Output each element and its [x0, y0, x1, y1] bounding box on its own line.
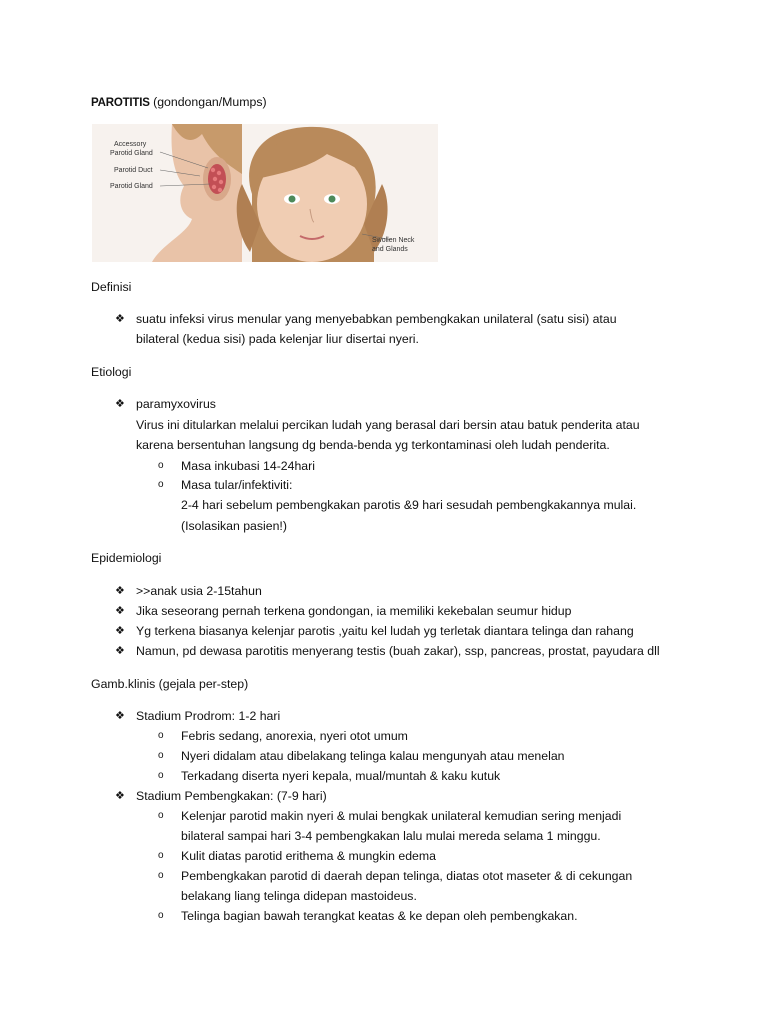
sub-bullet-icon: o [158, 910, 164, 921]
bullet-icon: ❖ [115, 605, 125, 617]
etiologi-para-2: karena bersentuhan langsung dg benda-benda yg terkontaminasi oleh ludah penderita. [136, 438, 610, 452]
klinis-stage-1-sub-3: Terkadang diserta nyeri kepala, mual/muntah & kaku kutuk [181, 769, 501, 783]
klinis-stage-2-sub-1-line-1: Kelenjar parotid makin nyeri & mulai bengkak unilateral kemudian sering menjadi [181, 809, 622, 823]
bullet-icon: ❖ [115, 313, 125, 325]
figure-label-parotid-gland-1: Parotid Gland [110, 150, 153, 157]
etiologi-sub-2-line-2: (Isolasikan pasien!) [181, 519, 287, 533]
heading-etiologi: Etiologi [91, 365, 132, 379]
etiologi-bullet: paramyxovirus [136, 397, 216, 411]
sub-bullet-icon: o [158, 770, 164, 781]
sub-bullet-icon: o [158, 850, 164, 861]
figure-label-swollen-neck: Swollen Neck [372, 237, 415, 244]
bullet-icon: ❖ [115, 585, 125, 597]
bullet-icon: ❖ [115, 710, 125, 722]
sub-bullet-icon: o [158, 460, 164, 471]
klinis-stage-2: Stadium Pembengkakan: (7-9 hari) [136, 789, 327, 803]
epidemiologi-bullet-2: Jika seseorang pernah terkena gondongan, ia memiliki kekebalan seumur hidup [136, 604, 572, 618]
sub-bullet-icon: o [158, 870, 164, 881]
sub-bullet-icon: o [158, 479, 164, 490]
klinis-stage-1-sub-2: Nyeri didalam atau dibelakang telinga kalau mengunyah atau menelan [181, 749, 565, 763]
klinis-stage-2-sub-4: Telinga bagian bawah terangkat keatas & ke depan oleh pembengkakan. [181, 909, 578, 923]
heading-klinis: Gamb.klinis (gejala per-step) [91, 677, 249, 691]
heading-definisi: Definisi [91, 280, 132, 294]
heading-epidemiologi: Epidemiologi [91, 551, 162, 565]
definisi-line-2: bilateral (kedua sisi) pada kelenjar liur disertai nyeri. [136, 332, 419, 346]
etiologi-sub-1: Masa inkubasi 14-24hari [181, 459, 315, 473]
klinis-stage-1: Stadium Prodrom: 1-2 hari [136, 709, 281, 723]
sub-bullet-icon: o [158, 730, 164, 741]
bullet-icon: ❖ [115, 398, 125, 410]
klinis-stage-1-sub-1: Febris sedang, anorexia, nyeri otot umum [181, 729, 408, 743]
epidemiologi-bullet-3: Yg terkena biasanya kelenjar parotis ,yaitu kel ludah yg terletak diantara telinga dan rahang [136, 624, 634, 638]
klinis-stage-2-sub-1-line-2: bilateral sampai hari 3-4 pembengkakan lalu mulai mereda selama 1 minggu. [181, 829, 601, 843]
title-sub: (gondongan/Mumps) [149, 95, 267, 109]
sub-bullet-icon: o [158, 810, 164, 821]
klinis-stage-2-sub-2: Kulit diatas parotid erithema & mungkin edema [181, 849, 436, 863]
bullet-icon: ❖ [115, 625, 125, 637]
parotitis-illustration [92, 124, 438, 262]
etiologi-sub-2: Masa tular/infektiviti: [181, 478, 293, 492]
definisi-line-1: suatu infeksi virus menular yang menyebabkan pembengkakan unilateral (satu sisi) atau [136, 312, 617, 326]
klinis-stage-2-sub-3-line-1: Pembengkakan parotid di daerah depan telinga, diatas otot maseter & di cekungan [181, 869, 633, 883]
figure-label-and-glands: and Glands [372, 246, 408, 253]
document-title [91, 94, 267, 111]
bullet-icon: ❖ [115, 790, 125, 802]
klinis-stage-2-sub-3-line-2: belakang liang telinga didepan mastoideus. [181, 889, 417, 903]
epidemiologi-bullet-4: Namun, pd dewasa parotitis menyerang testis (buah zakar), ssp, pancreas, prostat, payudara dll [136, 644, 660, 658]
sub-bullet-icon: o [158, 750, 164, 761]
title-main: PAROTITIS [91, 97, 150, 109]
etiologi-para-1: Virus ini ditularkan melalui percikan ludah yang berasal dari bersin atau batuk penderita atau [136, 418, 640, 432]
figure-label-parotid-duct: Parotid Duct [114, 167, 153, 174]
etiologi-sub-2-line-1: 2-4 hari sebelum pembengkakan parotis &9 hari sesudah pembengkakannya mulai. [181, 498, 637, 512]
figure-label-accessory: Accessory [114, 141, 147, 148]
bullet-icon: ❖ [115, 645, 125, 657]
epidemiologi-bullet-1: >>anak usia 2-15tahun [136, 584, 262, 598]
figure-label-parotid-gland-2: Parotid Gland [110, 183, 153, 190]
